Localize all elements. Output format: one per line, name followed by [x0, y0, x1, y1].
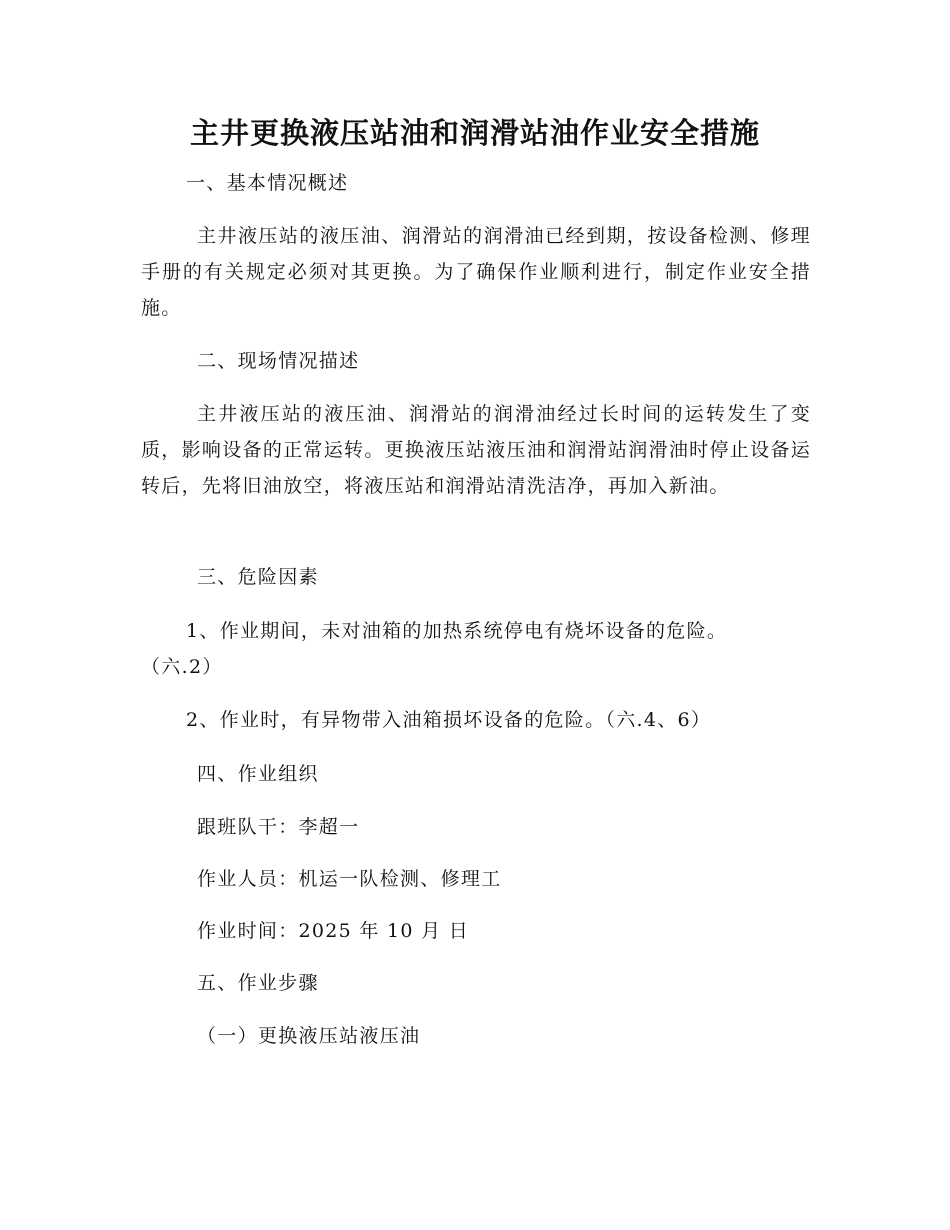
section-2-body: 主井液压站的液压油、润滑站的润滑油经过长时间的运转发生了变质，影响设备的正常运转。更换液压站液压油和润滑站润滑油时停止设备运转后，先将旧油放空，将液压站和润滑站清洗洁净，再加入新油。	[141, 403, 811, 497]
step-subheading-1: （一）更换液压站液压油	[197, 1025, 421, 1047]
hazard-item-1-line-2: （六.2）	[141, 656, 223, 678]
hazard-item-1-line-1: 1、作业期间，未对油箱的加热系统停电有烧坏设备的危险。	[186, 620, 728, 642]
section-2-heading: 二、现场情况描述	[197, 350, 360, 372]
hazard-item-2: 2、作业时，有异物带入油箱损坏设备的危险。（六.4、6）	[186, 709, 712, 731]
section-3-heading: 三、危险因素	[197, 566, 319, 588]
section-5-heading: 五、作业步骤	[197, 972, 319, 994]
section-1-heading: 一、基本情况概述	[186, 172, 349, 194]
document-title: 主井更换液压站油和润滑站油作业安全措施	[189, 116, 760, 150]
work-personnel: 作业人员：机运一队检测、修理工	[197, 868, 502, 890]
team-leader: 跟班队干：李超一	[197, 816, 360, 838]
section-1-body: 主井液压站的液压油、润滑站的润滑油已经到期，按设备检测、修理手册的有关规定必须对其更换。为了确保作业顺利进行，制定作业安全措施。	[141, 225, 811, 319]
section-4-heading: 四、作业组织	[197, 763, 319, 785]
work-time: 作业时间：2025 年 10 月 日	[197, 920, 470, 942]
